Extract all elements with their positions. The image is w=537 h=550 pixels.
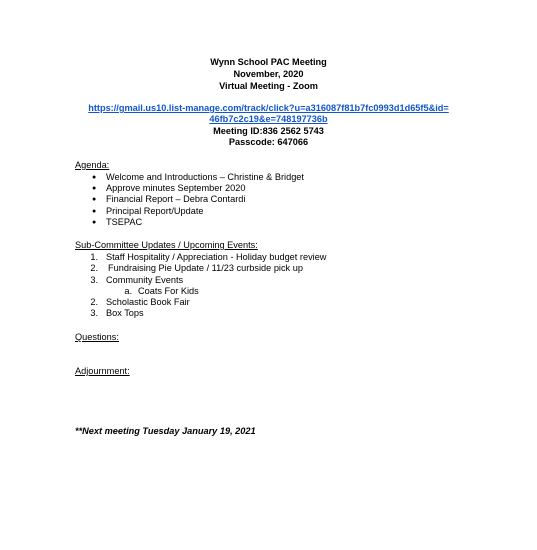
agenda-item: Welcome and Introductions – Christine & Bridget [106,172,304,182]
subcommittee-item: Staff Hospitality / Appreciation - Holiday budget review [106,252,327,262]
next-meeting-note: **Next meeting Tuesday January 19, 2021 [75,426,256,436]
agenda-item: Approve minutes September 2020 [106,183,246,193]
subcommittee-item: Fundraising Pie Update / 11/23 curbside pick up [108,263,303,273]
subcommittee-item: Box Tops [106,308,144,318]
list-number: 3. [90,275,98,285]
agenda-item: Principal Report/Update [106,206,204,216]
meeting-date: November, 2020 [233,69,304,79]
zoom-link-line-2[interactable]: 46fb7c2c19&e=748197736b [209,114,328,124]
passcode: Passcode: 647066 [228,137,309,147]
list-number: 2. [90,297,98,307]
list-number: 1. [90,252,98,262]
list-letter: a. [124,286,132,296]
list-number: 2. [90,263,98,273]
agenda-item: Financial Report – Debra Contardi [106,194,246,204]
bullet-icon: ● [92,219,97,226]
list-number: 3. [90,308,98,318]
bullet-icon: ● [92,174,97,181]
bullet-icon: ● [92,196,97,203]
zoom-link-line-1[interactable]: https://gmail.us10.list-manage.com/track/click?u=a316087f81b7fc0993d1d65f5&id= [88,103,449,113]
subcommittee-subitem: Coats For Kids [138,286,199,296]
subcommittee-heading: Sub-Committee Updates / Upcoming Events: [75,240,258,250]
bullet-icon: ● [92,208,97,215]
subcommittee-item: Community Events [106,275,184,285]
meeting-id: Meeting ID:836 2562 5743 [213,126,324,136]
meeting-type: Virtual Meeting - Zoom [219,81,318,91]
agenda-heading: Agenda: [75,160,110,170]
questions-heading: Questions: [75,332,119,342]
subcommittee-item: Scholastic Book Fair [106,297,190,307]
meeting-title: Wynn School PAC Meeting [210,57,327,67]
bullet-icon: ● [92,185,97,192]
agenda-item: TSEPAC [106,217,143,227]
adjournment-heading: Adjournment: [75,366,130,376]
